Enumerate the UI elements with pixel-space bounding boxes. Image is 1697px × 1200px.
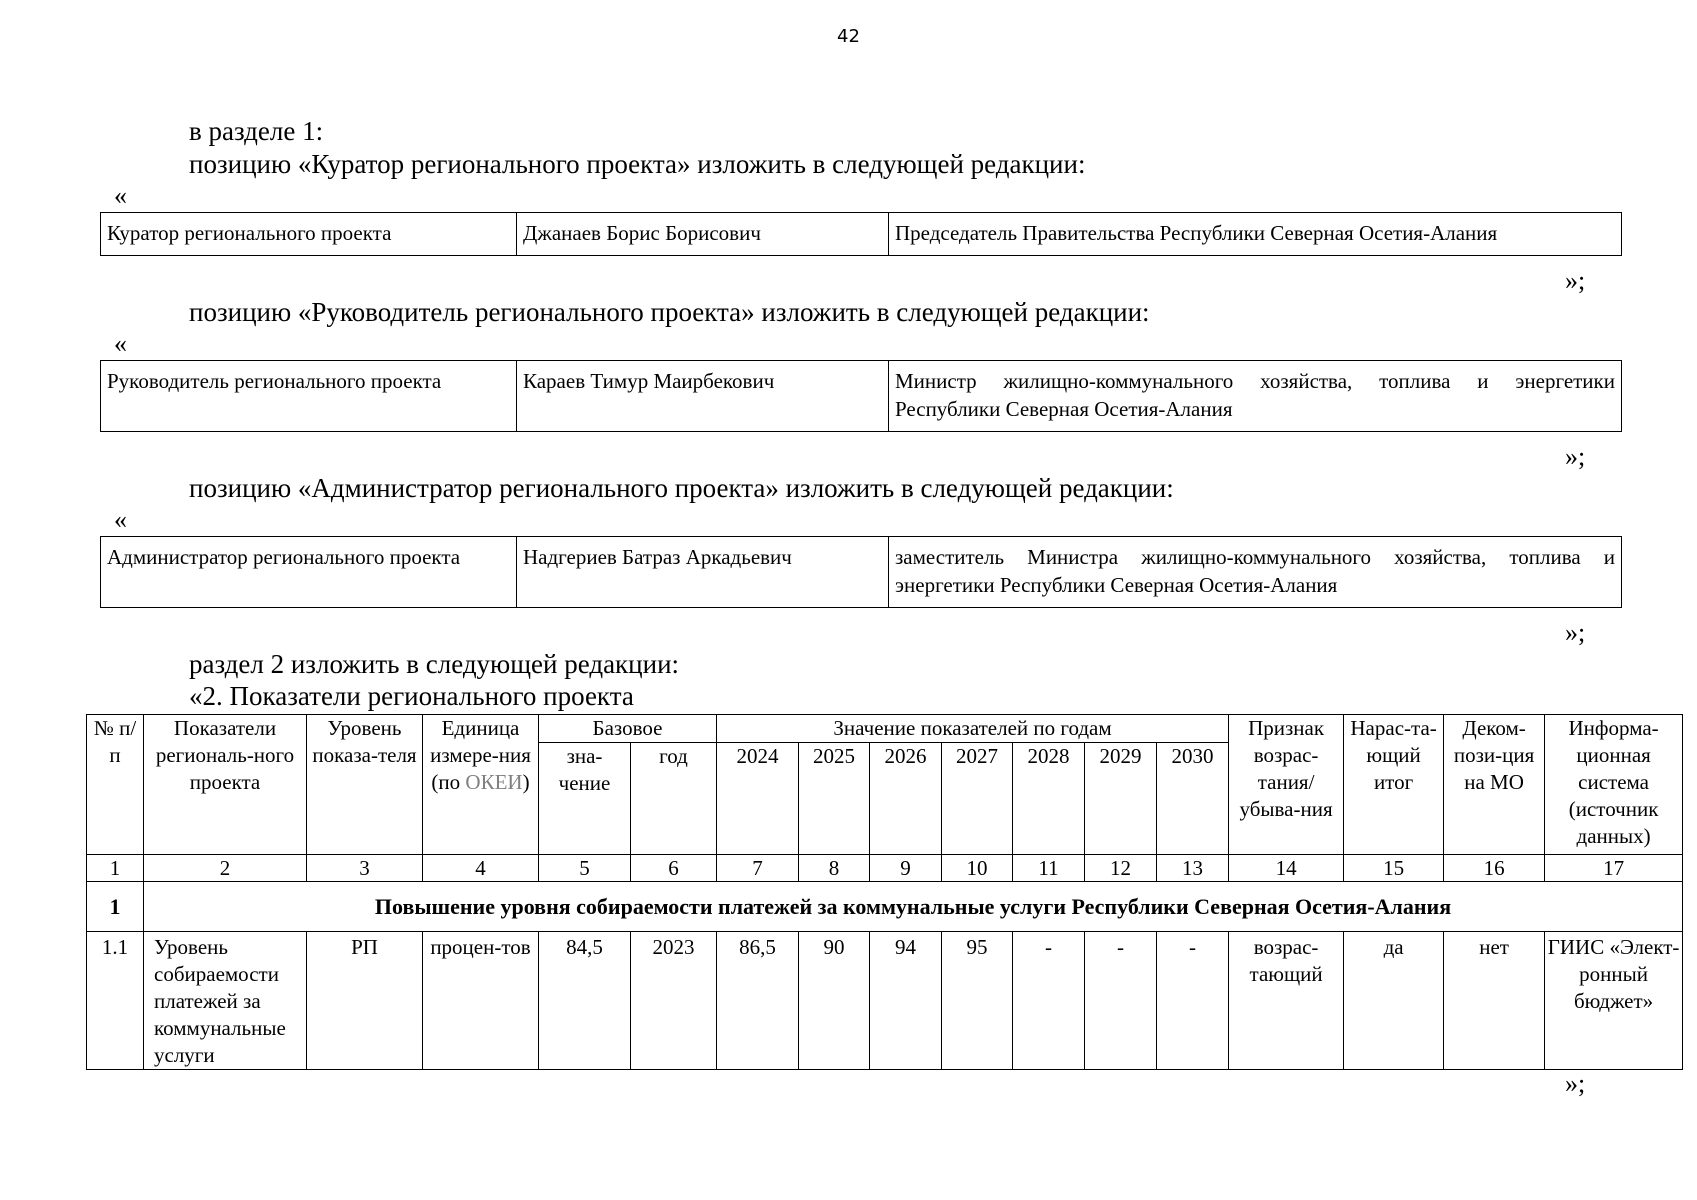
admin-name: Надгериев Батраз Аркадьевич: [517, 537, 889, 608]
row-base-year: 2023: [631, 932, 717, 1070]
column-number: 10: [942, 855, 1013, 882]
admin-table: [100, 536, 1622, 608]
header-year: 2024: [717, 743, 799, 855]
row-value-2029: -: [1085, 932, 1157, 1070]
header-year: 2027: [942, 743, 1013, 855]
header-year: 2025: [799, 743, 870, 855]
row-cumulative: да: [1344, 932, 1444, 1070]
row-info-system: ГИИС «Элект-ронный бюджет»: [1545, 932, 1683, 1070]
header-years-group: Значение показателей по годам: [717, 715, 1229, 743]
column-number: 4: [423, 855, 539, 882]
column-number: 6: [631, 855, 717, 882]
column-number: 17: [1545, 855, 1683, 882]
header-indicator: Показатели региональ-ного проекта: [144, 715, 307, 855]
curator-name: Джанаев Борис Борисович: [517, 213, 889, 256]
header-info-system: Информа-ционная система (источник данных): [1545, 715, 1683, 855]
column-number: 15: [1344, 855, 1444, 882]
header-unit-prefix: Единица измере-ния (по: [430, 716, 531, 794]
column-number: 7: [717, 855, 799, 882]
row-value-2028: -: [1013, 932, 1085, 1070]
leader-instruction: позицию «Руководитель регионального проекта» изложить в следующей редакции:: [189, 297, 1150, 327]
column-number: 2: [144, 855, 307, 882]
section-2-title: «2. Показатели регионального проекта: [189, 681, 634, 711]
header-unit: [423, 715, 539, 855]
leader-role: Руководитель регионального проекта: [101, 361, 517, 432]
admin-role: Администратор регионального проекта: [101, 537, 517, 608]
leader-title: Министр жилищно-коммунального хозяйства, топлива и энергетики Республики Северная Осетия-Алания: [889, 361, 1622, 432]
column-number: 8: [799, 855, 870, 882]
header-base-year: год: [631, 743, 717, 855]
header-cumulative: Нарас-та-ющий итог: [1344, 715, 1444, 855]
header-base: Базовое: [539, 715, 717, 743]
header-level: Уровень показа-теля: [307, 715, 423, 855]
page-number: 42: [837, 26, 860, 47]
header-year: 2028: [1013, 743, 1085, 855]
leader-name: Караев Тимур Маирбекович: [517, 361, 889, 432]
quote-close-3: »;: [1565, 618, 1586, 647]
leader-table: [100, 360, 1622, 432]
table-row: [87, 932, 1683, 1070]
column-number: 14: [1229, 855, 1344, 882]
curator-role: Куратор регионального проекта: [101, 213, 517, 256]
quote-close-2: »;: [1565, 442, 1586, 471]
row-level: РП: [307, 932, 423, 1070]
section-1-line: в разделе 1:: [189, 116, 324, 146]
quote-open-2: «: [114, 329, 127, 358]
curator-table: [100, 212, 1622, 256]
column-number: 1: [87, 855, 144, 882]
quote-close-4: »;: [1565, 1069, 1586, 1098]
section-num: 1: [87, 882, 144, 932]
leader-row: [101, 361, 1622, 432]
header-trend: Признак возрас-тания/ убыва-ния: [1229, 715, 1344, 855]
column-number: 3: [307, 855, 423, 882]
row-num: 1.1: [87, 932, 144, 1070]
row-decomposition: нет: [1444, 932, 1545, 1070]
row-value-2030: -: [1157, 932, 1229, 1070]
row-indicator: Уровень собираемости платежей за коммунальные услуги: [144, 932, 307, 1070]
quote-open-1: «: [114, 181, 127, 210]
row-value-2024: 86,5: [717, 932, 799, 1070]
row-trend: возрас-тающий: [1229, 932, 1344, 1070]
curator-instruction: позицию «Куратор регионального проекта» изложить в следующей редакции:: [189, 149, 1086, 179]
header-decomposition: Деком-пози-ция на МО: [1444, 715, 1545, 855]
row-unit: процен-тов: [423, 932, 539, 1070]
header-year: 2026: [870, 743, 942, 855]
section-2-instruction: раздел 2 изложить в следующей редакции:: [189, 649, 680, 679]
row-value-2027: 95: [942, 932, 1013, 1070]
curator-row: [101, 213, 1622, 256]
admin-title: заместитель Министра жилищно-коммунального хозяйства, топлива и энергетики Республики Северная Осетия-Алания: [889, 537, 1622, 608]
column-number: 16: [1444, 855, 1545, 882]
column-number: 11: [1013, 855, 1085, 882]
header-base-value: зна-чение: [539, 743, 631, 855]
admin-row: [101, 537, 1622, 608]
header-year: 2030: [1157, 743, 1229, 855]
quote-open-3: «: [114, 505, 127, 534]
row-base-value: 84,5: [539, 932, 631, 1070]
admin-instruction: позицию «Администратор регионального проекта» изложить в следующей редакции:: [189, 473, 1174, 503]
row-value-2026: 94: [870, 932, 942, 1070]
section-title: Повышение уровня собираемости платежей за коммунальные услуги Республики Северная Осетия-Алания: [144, 882, 1683, 932]
quote-close-1: »;: [1565, 266, 1586, 295]
column-number: 12: [1085, 855, 1157, 882]
curator-title: Председатель Правительства Республики Северная Осетия-Алания: [889, 213, 1622, 256]
header-unit-okei: ОКЕИ: [465, 770, 523, 794]
column-number: 9: [870, 855, 942, 882]
header-year: 2029: [1085, 743, 1157, 855]
indicators-table: [86, 714, 1683, 1070]
header-unit-suffix: ): [522, 770, 530, 794]
header-row-1: [87, 715, 1683, 743]
header-num: № п/п: [87, 715, 144, 855]
row-value-2025: 90: [799, 932, 870, 1070]
column-number: 13: [1157, 855, 1229, 882]
column-number: 5: [539, 855, 631, 882]
section-row: [87, 882, 1683, 932]
column-numbers-row: [87, 855, 1683, 882]
